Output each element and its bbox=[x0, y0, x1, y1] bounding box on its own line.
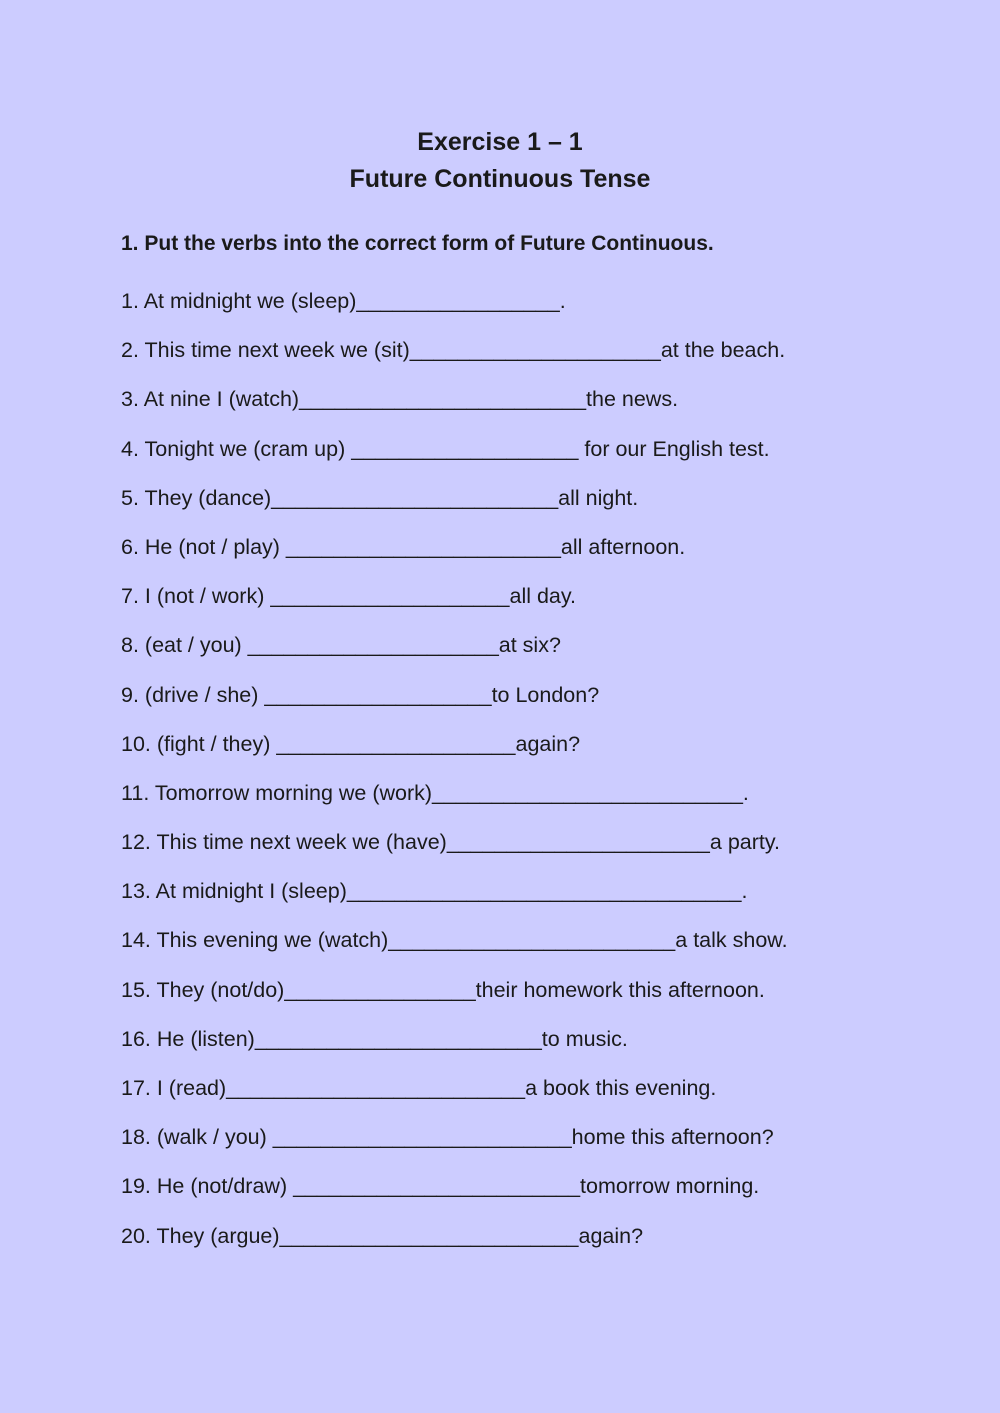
exercise-item: 10. (fight / they) ____________________again? bbox=[121, 731, 581, 756]
instruction-number: 1. bbox=[121, 232, 139, 255]
exercise-item: 17. I (read)_________________________a book this evening. bbox=[121, 1076, 717, 1100]
page-title bbox=[0, 124, 1000, 198]
instruction bbox=[121, 230, 714, 258]
exercise-item: 5. They (dance)________________________all night. bbox=[121, 485, 639, 510]
instruction-text: Put the verbs into the correct form of Future Continuous. bbox=[144, 232, 714, 255]
exercise-item: 19. He (not/draw) ________________________tomorrow morning. bbox=[121, 1174, 760, 1199]
exercise-item: 13. At midnight I (sleep)_________________________________. bbox=[121, 879, 748, 904]
exercise-item: 4. Tonight we (cram up) ___________________ for our English test. bbox=[121, 436, 770, 461]
exercise-list bbox=[121, 284, 921, 1268]
exercise-item: 1. At midnight we (sleep)_________________. bbox=[121, 289, 566, 313]
exercise-item: 7. I (not / work) ____________________all day. bbox=[121, 584, 577, 609]
tense-title: Future Continuous Tense bbox=[349, 165, 651, 193]
exercise-item: 6. He (not / play) _______________________all afternoon. bbox=[121, 534, 686, 559]
exercise-item: 15. They (not/do)________________their homework this afternoon. bbox=[121, 977, 765, 1002]
exercise-item: 2. This time next week we (sit)_____________________at the beach. bbox=[121, 338, 786, 363]
exercise-item: 3. At nine I (watch)________________________the news. bbox=[121, 387, 679, 412]
exercise-item: 14. This evening we (watch)________________________a talk show. bbox=[121, 928, 788, 953]
exercise-item: 9. (drive / she) ___________________to London? bbox=[121, 682, 600, 707]
exercise-item: 16. He (listen)________________________to music. bbox=[121, 1026, 628, 1051]
exercise-item: 12. This time next week we (have)______________________a party. bbox=[121, 830, 780, 855]
exercise-item: 20. They (argue)_________________________again? bbox=[121, 1223, 644, 1248]
exercise-title: Exercise 1 – 1 bbox=[417, 128, 583, 156]
exercise-item: 11. Tomorrow morning we (work)__________________________. bbox=[121, 780, 749, 805]
exercise-item: 18. (walk / you) _________________________home this afternoon? bbox=[121, 1125, 774, 1150]
exercise-item: 8. (eat / you) _____________________at six? bbox=[121, 633, 561, 658]
